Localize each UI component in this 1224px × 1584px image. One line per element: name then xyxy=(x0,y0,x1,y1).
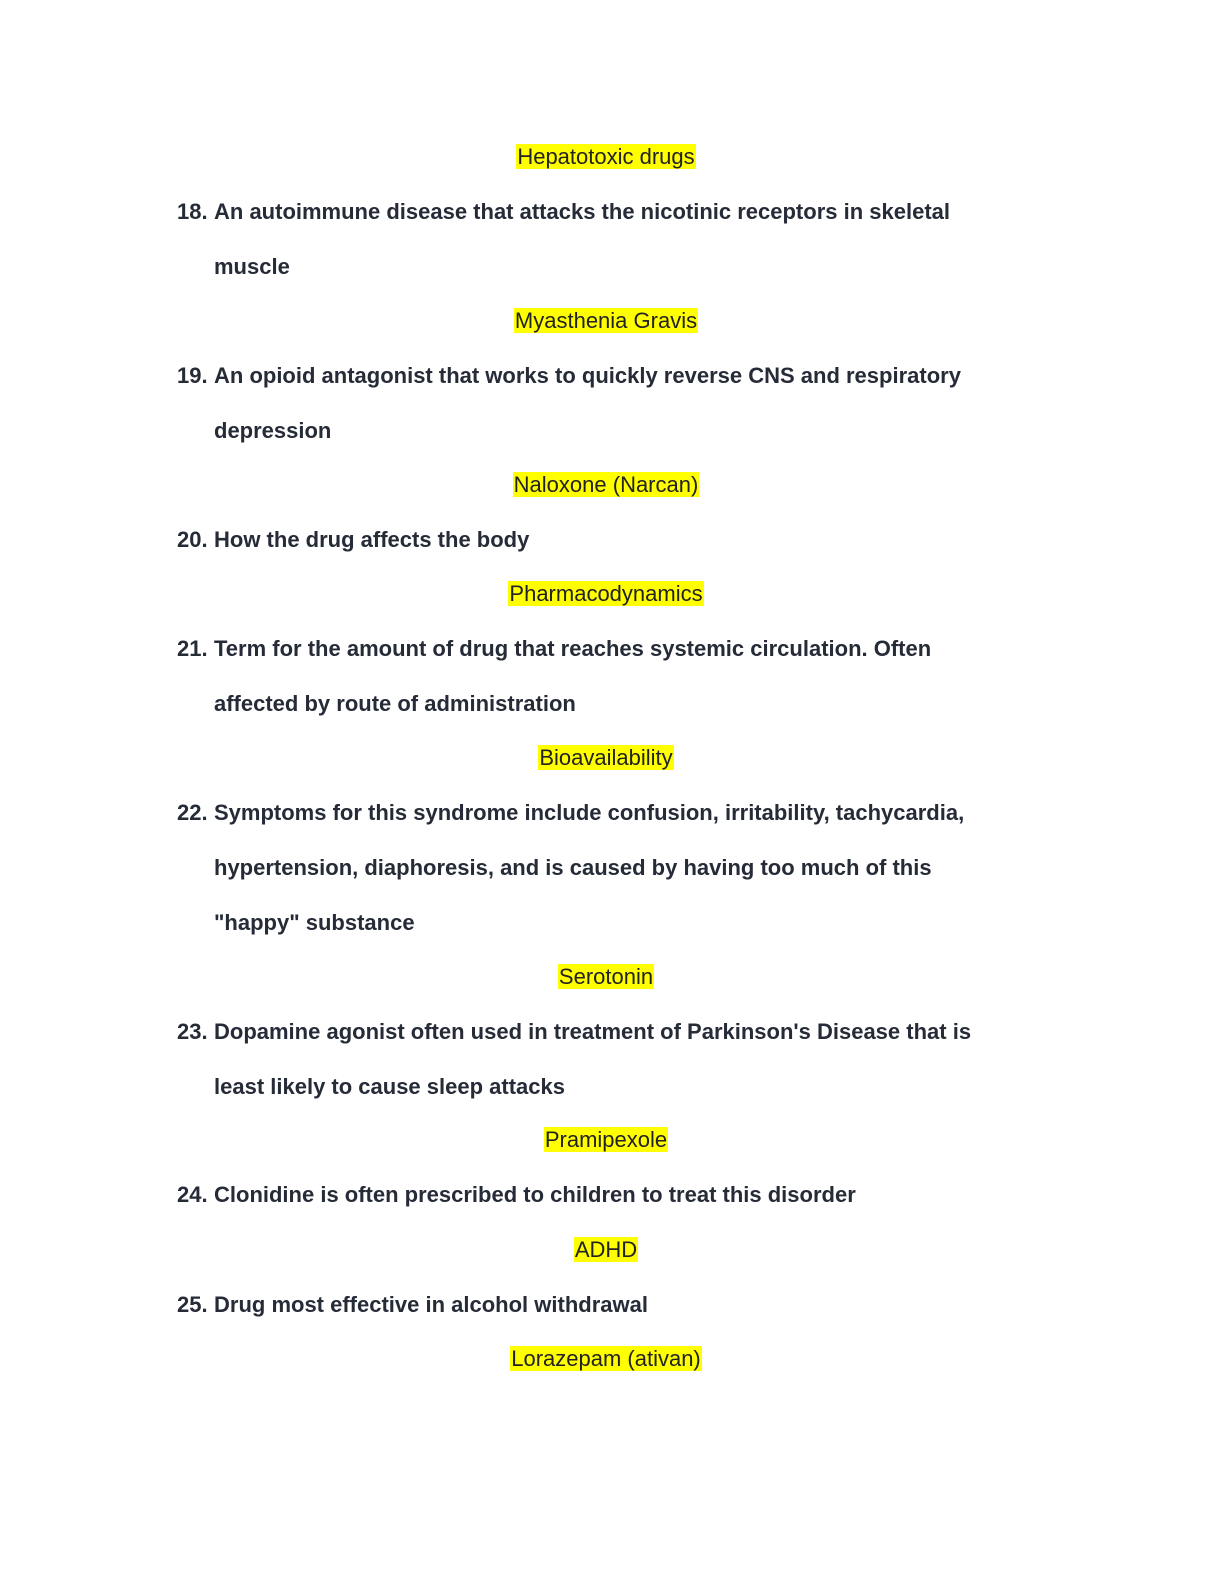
answer-highlight: Pharmacodynamics xyxy=(509,581,703,606)
answer-18 xyxy=(0,306,1212,336)
answer-highlight: Serotonin xyxy=(558,964,654,989)
question-line: An autoimmune disease that attacks the nicotinic receptors in skeletal xyxy=(214,199,951,224)
question-line: depression xyxy=(214,418,332,443)
question-number: 24. xyxy=(177,1182,208,1207)
question-22 xyxy=(177,785,1047,950)
question-line: Term for the amount of drug that reaches systemic circulation. Often xyxy=(214,636,932,661)
question-line: affected by route of administration xyxy=(214,691,576,716)
question-number: 19. xyxy=(177,363,208,388)
question-line: muscle xyxy=(214,254,290,279)
question-line: An opioid antagonist that works to quickly reverse CNS and respiratory xyxy=(214,363,961,388)
answer-highlight: Bioavailability xyxy=(539,745,673,770)
question-20 xyxy=(177,512,1047,567)
question-line: hypertension, diaphoresis, and is caused by having too much of this xyxy=(214,855,932,880)
answer-22 xyxy=(0,962,1212,992)
question-line: "happy" substance xyxy=(214,910,415,935)
answer-highlight: Naloxone (Narcan) xyxy=(513,472,699,497)
question-line: Symptoms for this syndrome include confusion, irritability, tachycardia, xyxy=(214,800,965,825)
question-line: Clonidine is often prescribed to children to treat this disorder xyxy=(214,1182,856,1207)
answer-23 xyxy=(0,1125,1212,1155)
question-line: least likely to cause sleep attacks xyxy=(214,1074,565,1099)
question-number: 20. xyxy=(177,527,208,552)
question-number: 25. xyxy=(177,1292,208,1317)
answer-highlight: Lorazepam (ativan) xyxy=(511,1346,701,1371)
question-number: 22. xyxy=(177,800,208,825)
question-line: How the drug affects the body xyxy=(214,527,530,552)
question-19 xyxy=(177,348,1047,458)
answer-19 xyxy=(0,470,1212,500)
question-line: Drug most effective in alcohol withdrawal xyxy=(214,1292,648,1317)
question-number: 23. xyxy=(177,1019,208,1044)
question-24 xyxy=(177,1167,1047,1222)
answer-17 xyxy=(0,142,1212,172)
answer-highlight: Pramipexole xyxy=(544,1127,668,1152)
answer-25 xyxy=(0,1344,1212,1374)
question-25 xyxy=(177,1277,1047,1332)
question-23 xyxy=(177,1004,1047,1114)
answer-highlight: Myasthenia Gravis xyxy=(514,308,698,333)
question-number: 18. xyxy=(177,199,208,224)
question-21 xyxy=(177,621,1047,731)
answer-highlight: Hepatotoxic drugs xyxy=(517,144,695,169)
answer-24 xyxy=(0,1235,1212,1265)
answer-highlight: ADHD xyxy=(574,1237,638,1262)
question-18 xyxy=(177,184,1047,294)
question-number: 21. xyxy=(177,636,208,661)
answer-21 xyxy=(0,743,1212,773)
question-line: Dopamine agonist often used in treatment of Parkinson's Disease that is xyxy=(214,1019,972,1044)
answer-20 xyxy=(0,579,1212,609)
